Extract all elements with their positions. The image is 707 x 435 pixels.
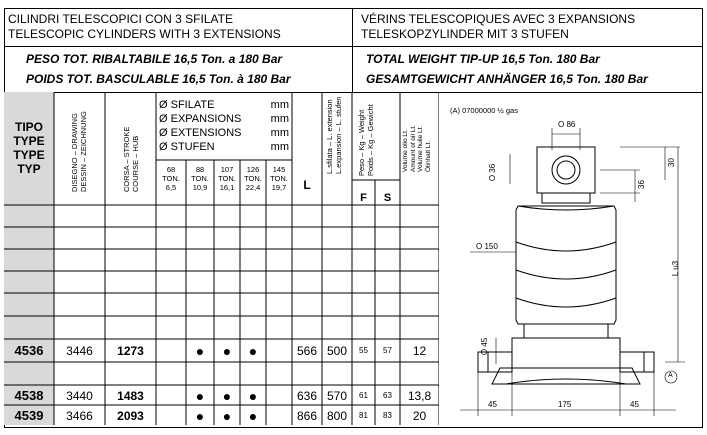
row-drawing: 3466 xyxy=(66,409,93,423)
row-volume: 13,8 xyxy=(407,389,432,403)
volume-header-4: Ölinhalt Lt. xyxy=(424,140,432,172)
l-header: L xyxy=(303,178,311,192)
row-l-ext: 500 xyxy=(326,344,348,358)
weight-header xyxy=(357,104,375,176)
ext-label-1: Ø SFILATE xyxy=(159,99,215,111)
dim-36b: 36 xyxy=(636,180,646,189)
diameter-col-1 xyxy=(156,165,186,192)
row-volume: 20 xyxy=(412,409,427,423)
volume-header xyxy=(402,125,432,172)
weight-block xyxy=(4,47,703,93)
row-stroke: 2093 xyxy=(117,409,144,423)
diameter-col-4 xyxy=(240,165,266,192)
table-row xyxy=(4,409,439,425)
dia-5-cap: 19,7 xyxy=(271,183,287,192)
stroke-header-2: COURSE – HUB xyxy=(131,135,140,192)
diameter-col-5 xyxy=(266,165,292,192)
row-dot-1: ● xyxy=(195,388,205,404)
tipo-it: TIPO xyxy=(14,120,43,134)
dia-5-value: 145 xyxy=(272,165,286,174)
volume-header-3: Volume huile Lt. xyxy=(417,125,424,172)
tipo-de: TYP xyxy=(17,162,41,176)
ext-label-4: Ø STUFEN xyxy=(159,141,215,153)
diameter-col-2 xyxy=(186,165,214,192)
dim-width-45-left: 45 xyxy=(488,400,497,409)
volume-header-2: Amount of oil Lt. xyxy=(409,125,417,172)
row-weight-f: 81 xyxy=(359,411,368,420)
dia-4-value: 126 xyxy=(246,165,260,174)
ext-unit-2: mm xyxy=(270,113,289,125)
row-volume: 12 xyxy=(412,344,427,358)
type-header xyxy=(4,120,54,176)
row-weight-s: 57 xyxy=(383,346,392,355)
row-dot-2: ● xyxy=(222,388,232,404)
stroke-header-1: CORSA – STROKE xyxy=(122,126,131,192)
weight-de: GESAMTGEWICHT ANHÄNGER 16,5 Ton. 180 Bar xyxy=(366,72,648,86)
table-row xyxy=(4,344,439,360)
row-stroke: 1273 xyxy=(117,344,144,358)
weight-fr: POIDS TOT. BASCULABLE 16,5 Ton. à 180 Bar xyxy=(26,72,291,86)
diameter-col-3 xyxy=(214,165,240,192)
marker-a: A xyxy=(668,372,673,379)
dim-width-45-right: 45 xyxy=(630,400,639,409)
dia-2-value: 88 xyxy=(195,165,205,174)
dia-5-ton: TON. xyxy=(270,174,288,183)
weight-header-1: Peso – Kg – Weight xyxy=(357,109,366,176)
row-l: 636 xyxy=(296,389,318,403)
ext-row-1 xyxy=(159,98,289,112)
dim-lu3: L u3 xyxy=(671,260,681,277)
row-l-ext: 800 xyxy=(326,409,348,423)
weight-s-header: S xyxy=(383,192,392,204)
row-dot-1: ● xyxy=(195,343,205,359)
dia-4-ton: TON. xyxy=(244,174,262,183)
row-weight-f: 61 xyxy=(359,391,368,400)
dia-3-value: 107 xyxy=(220,165,234,174)
row-type: 4539 xyxy=(14,408,44,423)
drawing-header-1: DISEGNO – DRAWING xyxy=(70,113,79,192)
ext-row-3 xyxy=(159,126,289,140)
row-drawing: 3446 xyxy=(66,344,93,358)
ext-unit-4: mm xyxy=(270,141,289,153)
row-type: 4538 xyxy=(14,388,44,403)
ext-label-2: Ø EXPANSIONS xyxy=(159,113,242,125)
spec-table xyxy=(4,92,439,425)
weight-en: TOTAL WEIGHT TIP-UP 16,5 Ton. 180 Bar xyxy=(366,52,600,66)
row-l-ext: 570 xyxy=(326,389,348,403)
ext-unit-3: mm xyxy=(270,127,289,139)
volume-header-1: Volume olio Lt. xyxy=(402,129,409,172)
title-fr: VÉRINS TELESCOPIQUES AVEC 3 EXPANSIONS xyxy=(361,12,636,26)
row-l: 566 xyxy=(296,344,318,358)
row-drawing: 3440 xyxy=(66,389,93,403)
dia-3-cap: 16,1 xyxy=(219,183,235,192)
l-extension-header-1: L.sfilata – L. extension xyxy=(325,99,334,174)
row-dot-3: ● xyxy=(248,343,258,359)
dia-2-cap: 10,9 xyxy=(192,183,208,192)
dia-3-ton: TON. xyxy=(218,174,236,183)
dia-4-cap: 22,4 xyxy=(245,183,261,192)
title-en: TELESCOPIC CYLINDERS WITH 3 EXTENSIONS xyxy=(8,27,281,41)
ext-row-4 xyxy=(159,140,289,154)
ext-row-2 xyxy=(159,112,289,126)
row-dot-3: ● xyxy=(248,388,258,404)
row-dot-2: ● xyxy=(222,408,232,424)
cylinder-svg xyxy=(440,92,703,425)
drawing-note: (A) 07000000 ½ gas xyxy=(450,106,518,115)
row-dot-1: ● xyxy=(195,408,205,424)
dia-1-ton: TON. xyxy=(162,174,180,183)
weight-it: PESO TOT. RIBALTABILE 16,5 Ton. a 180 Bar xyxy=(26,52,283,66)
row-weight-s: 83 xyxy=(383,411,392,420)
dia-1-cap: 6,5 xyxy=(165,183,177,192)
row-stroke: 1483 xyxy=(117,389,144,403)
dim-36: O 36 xyxy=(488,163,498,182)
row-weight-s: 63 xyxy=(383,391,392,400)
dim-30: 30 xyxy=(666,158,676,167)
drawing-header xyxy=(70,111,88,192)
table-row xyxy=(4,389,439,405)
dia-2-ton: TON. xyxy=(191,174,209,183)
row-dot-2: ● xyxy=(222,343,232,359)
dim-86: O 86 xyxy=(558,120,576,129)
row-weight-f: 55 xyxy=(359,346,368,355)
row-type: 4536 xyxy=(14,343,44,358)
l-extension-header xyxy=(325,96,343,174)
ext-unit-1: mm xyxy=(270,99,289,111)
ext-label-3: Ø EXTENSIONS xyxy=(159,127,242,139)
tipo-en: TYPE xyxy=(13,134,45,148)
tipo-fr: TYPE xyxy=(13,148,45,162)
cylinder-drawing xyxy=(440,92,703,425)
extensions-header xyxy=(159,98,289,154)
drawing-header-2: DESSIN – ZEICHNUNG xyxy=(79,111,88,192)
weight-header-2: Poids – Kg – Gewicht xyxy=(366,104,375,176)
row-dot-3: ● xyxy=(248,408,258,424)
stroke-header xyxy=(122,127,140,192)
title-de: TELESKOPZYLINDER MIT 3 STUFEN xyxy=(361,27,569,41)
dia-1-value: 68 xyxy=(166,165,176,174)
dim-150: O 150 xyxy=(476,242,498,251)
dim-width-175: 175 xyxy=(558,400,572,409)
row-l: 866 xyxy=(296,409,318,423)
title-it: CILINDRI TELESCOPICI CON 3 SFILATE xyxy=(8,12,233,26)
dim-45: O 45 xyxy=(480,337,490,356)
weight-f-header: F xyxy=(360,192,367,204)
l-extension-header-2: L.expansion – L. stufen xyxy=(334,96,343,174)
